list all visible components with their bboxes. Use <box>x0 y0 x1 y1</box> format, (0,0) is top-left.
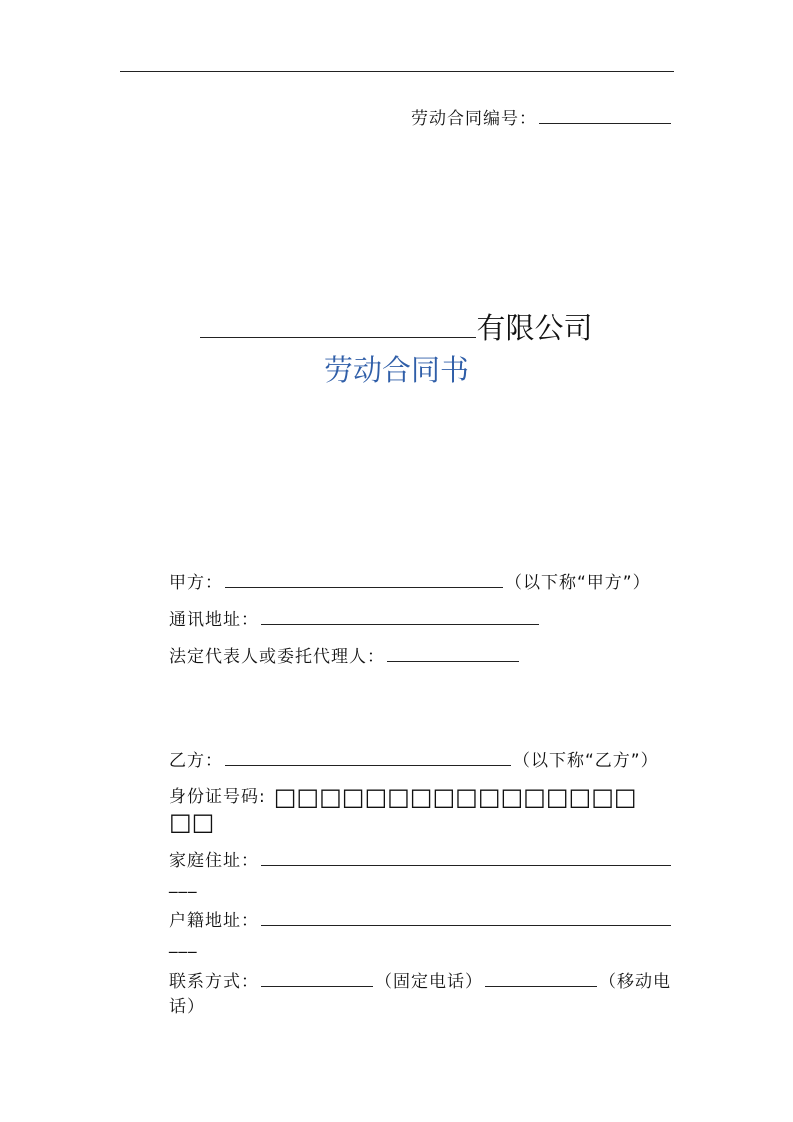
party-b-line <box>169 746 659 771</box>
party-b-contact-label: 联系方式： <box>169 972 259 992</box>
party-a-address-label: 通讯地址： <box>169 610 259 630</box>
party-a-name-blank[interactable] <box>225 586 503 588</box>
company-name-blank[interactable] <box>200 336 476 338</box>
party-b-home-line-2 <box>169 874 198 894</box>
party-a-rep-line <box>169 642 521 667</box>
party-a-address-blank[interactable] <box>261 623 539 625</box>
party-b-id-label: 身份证号码: <box>169 787 266 807</box>
id-number-boxes-cont[interactable]: □□ <box>169 808 215 836</box>
party-b-hukou-line-2 <box>169 934 198 954</box>
party-b-id-line-2 <box>169 810 214 834</box>
document-title: 劳动合同书 <box>323 353 469 387</box>
party-b-hukou-label: 户籍地址： <box>169 911 259 931</box>
mobile-phone-blank[interactable] <box>485 985 597 987</box>
party-b-contact-line <box>169 967 671 992</box>
party-b-home-label: 家庭住址： <box>169 851 259 871</box>
party-b-home-blank[interactable] <box>261 864 671 866</box>
party-a-rep-blank[interactable] <box>387 660 519 662</box>
contract-number-line <box>411 104 673 129</box>
party-b-home-tail: ___ <box>169 874 198 894</box>
contract-number-blank[interactable] <box>539 122 671 124</box>
party-b-home-line <box>169 846 673 871</box>
party-b-hukou-blank[interactable] <box>261 924 671 926</box>
party-a-label: 甲方： <box>169 573 223 593</box>
party-b-id-line <box>169 782 637 809</box>
party-b-contact-line-2 <box>169 992 205 1017</box>
party-b-hukou-tail: ___ <box>169 934 198 954</box>
party-a-address-line <box>169 605 541 630</box>
mobile-phone-label: （移动电 <box>599 972 671 992</box>
fixed-phone-label: （固定电话） <box>375 972 483 992</box>
fixed-phone-blank[interactable] <box>261 985 373 987</box>
party-b-name-blank[interactable] <box>225 764 511 766</box>
party-a-note: （以下称“甲方”） <box>505 573 651 593</box>
party-b-hukou-line <box>169 906 673 931</box>
header-rule <box>120 71 674 72</box>
id-number-boxes[interactable]: □□□□□□□□□□□□□□□□ <box>273 783 637 811</box>
party-b-note: （以下称“乙方”） <box>513 751 659 771</box>
contract-number-label: 劳动合同编号： <box>411 109 537 129</box>
party-a-line <box>169 568 651 593</box>
mobile-phone-label-cont: 话） <box>169 997 205 1017</box>
company-suffix: 有限公司 <box>476 311 593 345</box>
party-a-rep-label: 法定代表人或委托代理人： <box>169 647 385 667</box>
company-title <box>0 306 793 347</box>
party-b-label: 乙方： <box>169 751 223 771</box>
